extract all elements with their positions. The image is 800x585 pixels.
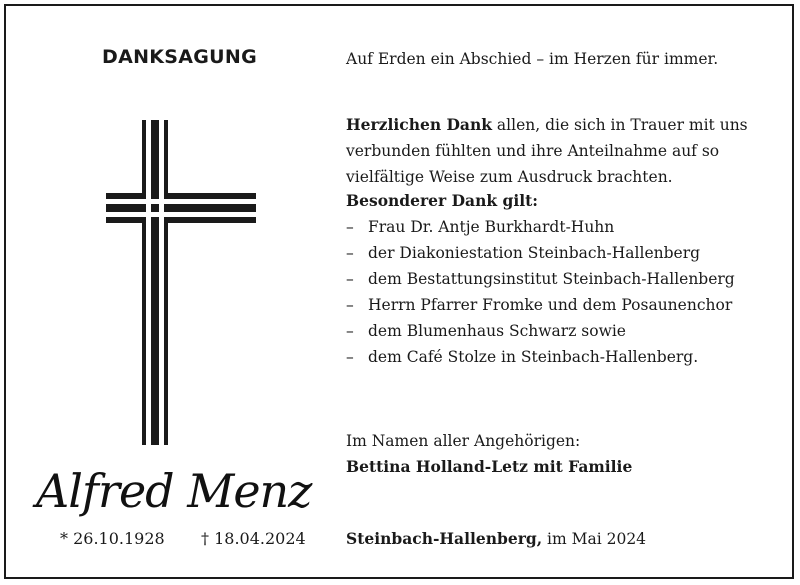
- list-item-text: Frau Dr. Antje Burkhardt-Huhn: [368, 218, 615, 236]
- list-item-text: dem Bestattungsinstitut Steinbach-Hallenberg: [368, 270, 735, 288]
- list-item: [346, 214, 786, 240]
- dash: –: [346, 348, 354, 366]
- dash: –: [346, 322, 354, 340]
- intro-bold: Herzlichen Dank: [346, 115, 492, 134]
- dash: –: [346, 218, 354, 236]
- death-date: † 18.04.2024: [201, 529, 306, 548]
- dash: –: [346, 244, 354, 262]
- place-and-date: [346, 526, 786, 552]
- list-item: [346, 344, 786, 370]
- dash: –: [346, 270, 354, 288]
- deceased-name: Alfred Menz: [36, 464, 312, 518]
- list-item-text: Herrn Pfarrer Fromke und dem Posaunenchor: [368, 296, 733, 314]
- list-item-text: dem Blumenhaus Schwarz sowie: [368, 322, 626, 340]
- special-thanks-title: Besonderer Dank gilt:: [346, 191, 538, 210]
- birth-date: * 26.10.1928: [60, 529, 165, 548]
- notice-heading: DANKSAGUNG: [102, 46, 258, 68]
- list-item: [346, 240, 786, 266]
- intro-line2: verbunden fühlten und ihre Anteilnahme auf so: [346, 142, 720, 160]
- motto: Auf Erden ein Abschied – im Herzen für immer.: [346, 50, 719, 68]
- obituary-notice: [4, 4, 794, 579]
- family-signature: Bettina Holland-Letz mit Familie: [346, 457, 633, 476]
- place-town: Steinbach-Hallenberg,: [346, 529, 543, 548]
- list-item: [346, 292, 786, 318]
- list-item: [346, 318, 786, 344]
- list-item-text: dem Café Stolze in Steinbach-Hallenberg.: [368, 348, 699, 366]
- list-item-text: der Diakoniestation Steinbach-Hallenberg: [368, 244, 701, 262]
- thanks-intro: [346, 112, 786, 190]
- intro-line3: vielfältige Weise zum Ausdruck brachten.: [346, 168, 673, 186]
- cross-icon: [106, 120, 258, 448]
- dash: –: [346, 296, 354, 314]
- intro-line1: allen, die sich in Trauer mit uns: [491, 116, 748, 134]
- special-thanks-list: [346, 214, 786, 370]
- place-date: im Mai 2024: [542, 530, 647, 548]
- on-behalf-label: Im Namen aller Angehörigen:: [346, 432, 581, 450]
- list-item: [346, 266, 786, 292]
